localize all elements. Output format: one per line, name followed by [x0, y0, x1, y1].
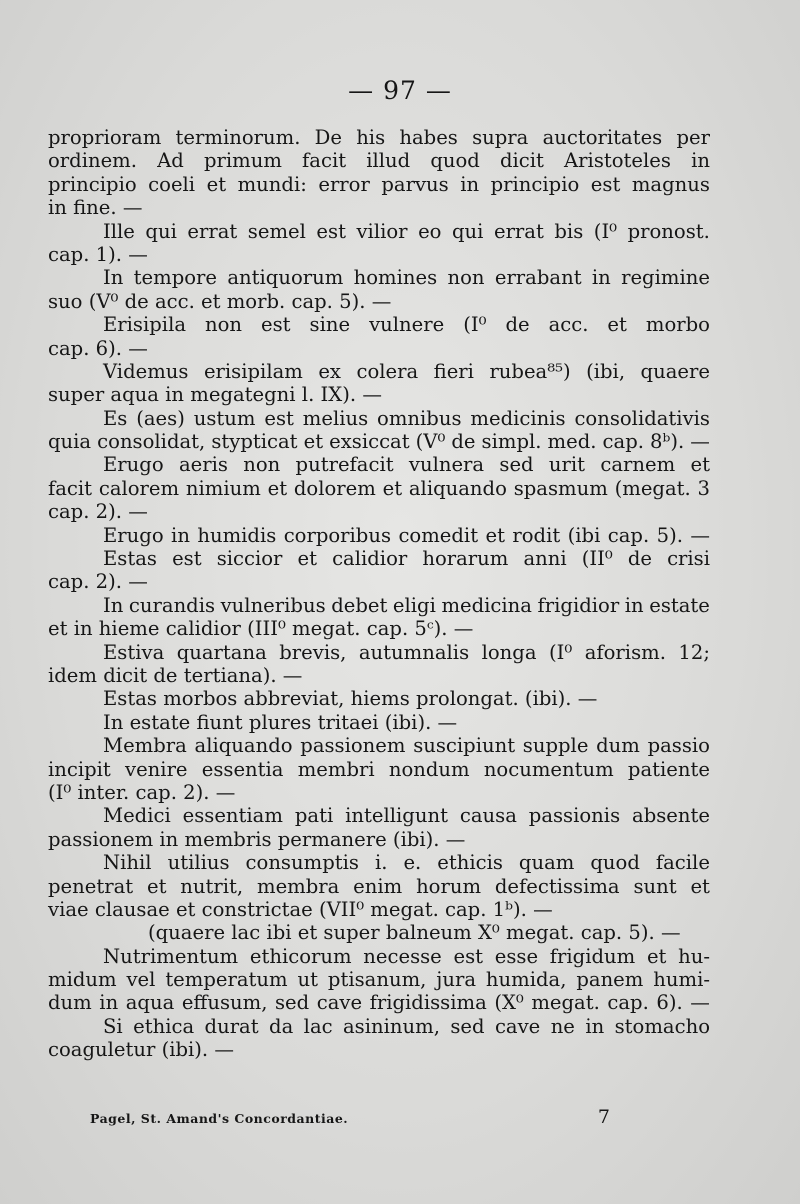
text-line: Membra aliquando passionem suscipiunt supple dum passio — [103, 734, 710, 758]
text-line: proprioram terminorum. De his habes supra auctoritates per — [48, 126, 710, 149]
text-line: (I⁰ inter. cap. 2). — — [48, 780, 236, 804]
text-line: In estate fiunt plures tritaei (ibi). — — [103, 710, 458, 734]
text-line: dum in aqua effusum, sed cave frigidissima (X⁰ megat. cap. 6). — — [48, 991, 710, 1015]
text-line: In curandis vulneribus debet eligi medicina frigidior in estate — [103, 593, 710, 617]
text-line: Ille qui errat semel est vilior eo qui errat bis (I⁰ pronost. — [103, 219, 710, 243]
text-line: Nutrimentum ethicorum necesse est esse frigidum et hu- — [103, 944, 710, 968]
text-line: principio coeli et mundi: error parvus in principio est magnus — [48, 172, 710, 196]
text-line: cap. 2). — — [48, 570, 148, 594]
text-line: In tempore antiquorum homines non errabant in regimine — [103, 266, 710, 290]
text-line: midum vel temperatum ut ptisanum, jura humida, panem humi- — [48, 968, 710, 992]
footer-sheet-number: 7 — [597, 1106, 610, 1128]
text-line: idem dicit de tertiana). — — [48, 663, 303, 687]
text-line: Estiva quartana brevis, autumnalis longa (I⁰ aforism. 12; — [103, 640, 710, 664]
text-line: Nihil utilius consumptis i. e. ethicis quam quod facile — [103, 851, 710, 875]
page-footer — [90, 1106, 610, 1128]
text-line: viae clausae et constrictae (VII⁰ megat. cap. 1ᵇ). — — [48, 897, 553, 921]
text-line: Estas morbos abbreviat, hiems prolongat. (ibi). — — [103, 687, 598, 711]
text-line: penetrat et nutrit, membra enim horum defectissima sunt et — [48, 874, 710, 898]
text-line: ordinem. Ad primum facit illud quod dicit Aristoteles in — [48, 149, 710, 173]
text-line: Erisipila non est sine vulnere (I⁰ de acc. et morbo — [103, 313, 710, 337]
text-line: (quaere lac ibi et super balneum X⁰ megat. cap. 5). — — [148, 921, 681, 945]
text-line: Si ethica durat da lac asininum, sed cave ne in stomacho — [103, 1014, 710, 1038]
text-line: cap. 6). — — [48, 336, 148, 360]
text-line: super aqua in megategni l. IX). — — [48, 383, 382, 407]
text-line: passionem in membris permanere (ibi). — — [48, 827, 466, 851]
text-line: incipit venire essentia membri nondum nocumentum patiente — [48, 757, 710, 781]
text-line: Videmus erisipilam ex colera fieri rubea⁸⁵) (ibi, quaere — [103, 359, 710, 383]
text-line: cap. 2). — — [48, 500, 148, 524]
body-text — [48, 126, 710, 1062]
text-line: Medici essentiam pati intelligunt causa passionis absente — [103, 804, 710, 828]
text-line: cap. 1). — — [48, 242, 148, 266]
text-line: Erugo aeris non putrefacit vulnera sed urit carnem et — [103, 453, 710, 477]
text-line: facit calorem nimium et dolorem et aliquando spasmum (megat. 3 — [48, 476, 710, 500]
text-line: Es (aes) ustum est melius omnibus medicinis consolidativis — [103, 406, 710, 430]
text-line: Estas est siccior et calidior horarum anni (II⁰ de crisi — [103, 547, 710, 571]
text-line: coaguletur (ibi). — — [48, 1038, 234, 1062]
page-number: — 97 — — [348, 76, 452, 105]
text-line: Erugo in humidis corporibus comedit et rodit (ibi cap. 5). — — [103, 523, 710, 547]
text-line: suo (V⁰ de acc. et morb. cap. 5). — — [48, 289, 392, 313]
footer-signature: Pagel, St. Amand's Concordantiae. — [90, 1111, 349, 1126]
text-line: in fine. — — [48, 196, 143, 220]
text-line: et in hieme calidior (III⁰ megat. cap. 5ᶜ). — — [48, 617, 474, 641]
text-line: quia consolidat, stypticat et exsiccat (V⁰ de simpl. med. cap. 8ᵇ). — — [48, 430, 710, 454]
